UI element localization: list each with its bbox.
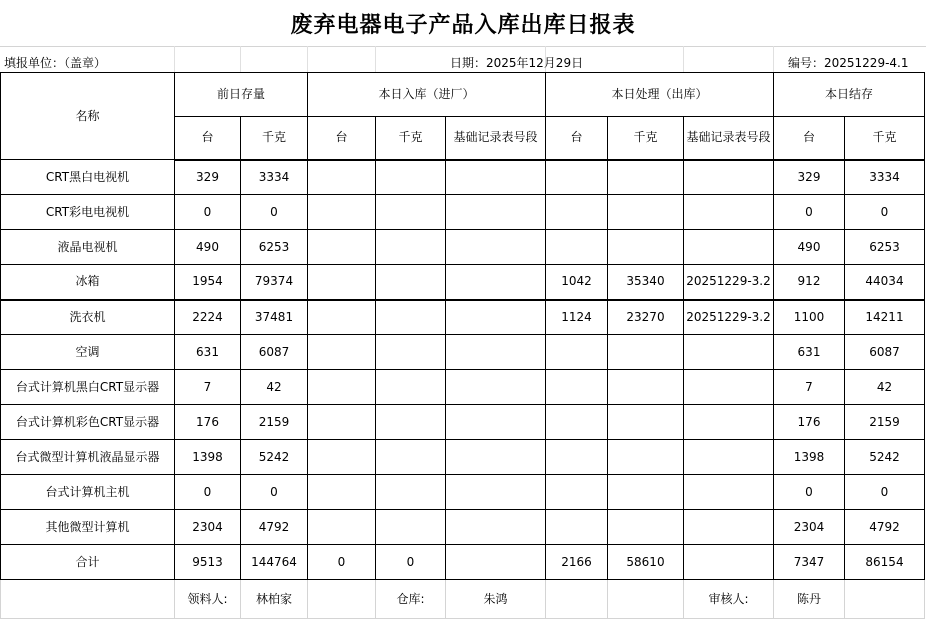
- intake-count: [308, 300, 376, 335]
- total-closing-kg: 86154: [845, 545, 925, 580]
- footer-blank: [546, 580, 608, 619]
- closing-count: 1398: [774, 440, 845, 475]
- out-record: 20251229-3.2: [684, 300, 774, 335]
- total-intake-record: [446, 545, 546, 580]
- intake-count: [308, 510, 376, 545]
- table-row: [1, 335, 925, 370]
- product-name: 台式计算机黑白CRT显示器: [1, 370, 175, 405]
- header-unit-count: 台: [308, 117, 376, 160]
- prev-kg: 42: [241, 370, 308, 405]
- intake-count: [308, 335, 376, 370]
- footer-blank: [308, 580, 376, 619]
- report-date: 日期：2025年12月29日: [450, 56, 584, 70]
- closing-kg: 3334: [845, 160, 925, 195]
- header-unit-kg: 千克: [241, 117, 308, 160]
- out-record: [684, 195, 774, 230]
- table-row: [1, 265, 925, 300]
- header-unit-kg: 千克: [608, 117, 684, 160]
- intake-count: [308, 475, 376, 510]
- out-kg: [608, 370, 684, 405]
- closing-kg: 0: [845, 475, 925, 510]
- product-name: CRT黑白电视机: [1, 160, 175, 195]
- closing-kg: 4792: [845, 510, 925, 545]
- prev-kg: 37481: [241, 300, 308, 335]
- total-label: 合计: [1, 545, 175, 580]
- closing-count: 7: [774, 370, 845, 405]
- out-count: [546, 230, 608, 265]
- total-out-record: [684, 545, 774, 580]
- product-name: 台式计算机主机: [1, 475, 175, 510]
- prev-kg: 0: [241, 475, 308, 510]
- total-out-count: 2166: [546, 545, 608, 580]
- out-count: [546, 405, 608, 440]
- header-closing: 本日结存: [774, 73, 925, 117]
- header-row-groups: [1, 73, 925, 117]
- total-prev-kg: 144764: [241, 545, 308, 580]
- closing-count: 490: [774, 230, 845, 265]
- report-title: 废弃电器电子产品入库出库日报表: [0, 0, 926, 47]
- out-record: [684, 440, 774, 475]
- closing-kg: 42: [845, 370, 925, 405]
- out-count: [546, 195, 608, 230]
- prev-kg: 6087: [241, 335, 308, 370]
- table-row: [1, 510, 925, 545]
- intake-kg: [376, 405, 446, 440]
- out-count: [546, 510, 608, 545]
- out-record: [684, 510, 774, 545]
- serial-number: 编号：20251229-4.1: [788, 56, 909, 70]
- intake-record: [446, 475, 546, 510]
- intake-kg: [376, 475, 446, 510]
- intake-record: [446, 160, 546, 195]
- intake-kg: [376, 195, 446, 230]
- out-count: [546, 370, 608, 405]
- prev-count: 631: [175, 335, 241, 370]
- prev-kg: 4792: [241, 510, 308, 545]
- intake-kg: [376, 510, 446, 545]
- header-unit-kg: 千克: [845, 117, 925, 160]
- intake-record: [446, 440, 546, 475]
- product-name: 冰箱: [1, 265, 175, 300]
- prev-count: 329: [175, 160, 241, 195]
- closing-count: 2304: [774, 510, 845, 545]
- table-row: [1, 405, 925, 440]
- table-row: [1, 160, 925, 195]
- intake-count: [308, 265, 376, 300]
- closing-kg: 44034: [845, 265, 925, 300]
- prev-kg: 0: [241, 195, 308, 230]
- closing-count: 631: [774, 335, 845, 370]
- table-row: [1, 230, 925, 265]
- prev-kg: 5242: [241, 440, 308, 475]
- intake-kg: [376, 300, 446, 335]
- product-name: 空调: [1, 335, 175, 370]
- intake-record: [446, 230, 546, 265]
- prev-kg: 2159: [241, 405, 308, 440]
- out-kg: [608, 335, 684, 370]
- out-record: [684, 230, 774, 265]
- closing-kg: 2159: [845, 405, 925, 440]
- closing-kg: 6087: [845, 335, 925, 370]
- product-name: 台式计算机彩色CRT显示器: [1, 405, 175, 440]
- out-kg: [608, 440, 684, 475]
- closing-count: 912: [774, 265, 845, 300]
- closing-count: 0: [774, 195, 845, 230]
- product-name: CRT彩电电视机: [1, 195, 175, 230]
- header-record-no: 基础记录表号段: [446, 117, 546, 160]
- total-closing-count: 7347: [774, 545, 845, 580]
- closing-count: 329: [774, 160, 845, 195]
- warehouse-keeper: 朱鸿: [446, 580, 546, 619]
- intake-count: [308, 230, 376, 265]
- prev-count: 7: [175, 370, 241, 405]
- header-unit-count: 台: [546, 117, 608, 160]
- closing-count: 1100: [774, 300, 845, 335]
- intake-record: [446, 405, 546, 440]
- footer-blank: [845, 580, 925, 619]
- prev-count: 490: [175, 230, 241, 265]
- total-prev-count: 9513: [175, 545, 241, 580]
- total-out-kg: 58610: [608, 545, 684, 580]
- intake-record: [446, 370, 546, 405]
- header-unit-count: 台: [175, 117, 241, 160]
- out-count: [546, 160, 608, 195]
- intake-kg: [376, 160, 446, 195]
- closing-kg: 14211: [845, 300, 925, 335]
- closing-kg: 6253: [845, 230, 925, 265]
- out-record: [684, 335, 774, 370]
- intake-count: [308, 405, 376, 440]
- intake-kg: [376, 335, 446, 370]
- out-count: [546, 475, 608, 510]
- prev-kg: 79374: [241, 265, 308, 300]
- out-kg: [608, 475, 684, 510]
- table-row: [1, 440, 925, 475]
- header-record-no: 基础记录表号段: [684, 117, 774, 160]
- intake-record: [446, 300, 546, 335]
- closing-kg: 5242: [845, 440, 925, 475]
- header-processing: 本日处理（出库）: [546, 73, 774, 117]
- table-row: [1, 370, 925, 405]
- product-name: 其他微型计算机: [1, 510, 175, 545]
- closing-kg: 0: [845, 195, 925, 230]
- out-record: [684, 160, 774, 195]
- intake-count: [308, 440, 376, 475]
- intake-kg: [376, 370, 446, 405]
- header-intake: 本日入库（进厂）: [308, 73, 546, 117]
- out-record: [684, 405, 774, 440]
- intake-record: [446, 265, 546, 300]
- out-count: [546, 440, 608, 475]
- intake-record: [446, 195, 546, 230]
- closing-count: 0: [774, 475, 845, 510]
- filing-unit: 填报单位：（盖章）: [4, 56, 107, 70]
- table-row: [1, 195, 925, 230]
- reviewer-name: 陈丹: [774, 580, 845, 619]
- product-name: 台式微型计算机液晶显示器: [1, 440, 175, 475]
- reviewer-label: 审核人:: [684, 580, 774, 619]
- product-name: 洗衣机: [1, 300, 175, 335]
- receiver-name: 林柏家: [241, 580, 308, 619]
- prev-count: 2304: [175, 510, 241, 545]
- out-count: [546, 335, 608, 370]
- closing-count: 176: [774, 405, 845, 440]
- product-name: 液晶电视机: [1, 230, 175, 265]
- intake-count: [308, 195, 376, 230]
- intake-kg: [376, 440, 446, 475]
- table-row: [1, 300, 925, 335]
- prev-kg: 6253: [241, 230, 308, 265]
- prev-count: 0: [175, 475, 241, 510]
- intake-count: [308, 160, 376, 195]
- footer-blank: [1, 580, 175, 619]
- out-kg: 23270: [608, 300, 684, 335]
- intake-kg: [376, 265, 446, 300]
- prev-count: 2224: [175, 300, 241, 335]
- header-prev-stock: 前日存量: [175, 73, 308, 117]
- out-kg: [608, 230, 684, 265]
- out-kg: [608, 405, 684, 440]
- prev-count: 176: [175, 405, 241, 440]
- total-intake-kg: 0: [376, 545, 446, 580]
- header-name: 名称: [1, 73, 175, 160]
- intake-record: [446, 335, 546, 370]
- intake-kg: [376, 230, 446, 265]
- receiver-label: 领料人:: [175, 580, 241, 619]
- signature-row: [1, 580, 925, 619]
- report-table: [0, 72, 925, 619]
- out-kg: 35340: [608, 265, 684, 300]
- footer-blank: [608, 580, 684, 619]
- intake-count: [308, 370, 376, 405]
- out-record: 20251229-3.2: [684, 265, 774, 300]
- warehouse-label: 仓库:: [376, 580, 446, 619]
- out-kg: [608, 195, 684, 230]
- total-intake-count: 0: [308, 545, 376, 580]
- prev-count: 0: [175, 195, 241, 230]
- out-record: [684, 370, 774, 405]
- header-unit-kg: 千克: [376, 117, 446, 160]
- total-row: [1, 545, 925, 580]
- out-kg: [608, 160, 684, 195]
- intake-record: [446, 510, 546, 545]
- prev-count: 1398: [175, 440, 241, 475]
- out-record: [684, 475, 774, 510]
- out-count: 1124: [546, 300, 608, 335]
- header-unit-count: 台: [774, 117, 845, 160]
- out-count: 1042: [546, 265, 608, 300]
- table-row: [1, 475, 925, 510]
- prev-count: 1954: [175, 265, 241, 300]
- prev-kg: 3334: [241, 160, 308, 195]
- out-kg: [608, 510, 684, 545]
